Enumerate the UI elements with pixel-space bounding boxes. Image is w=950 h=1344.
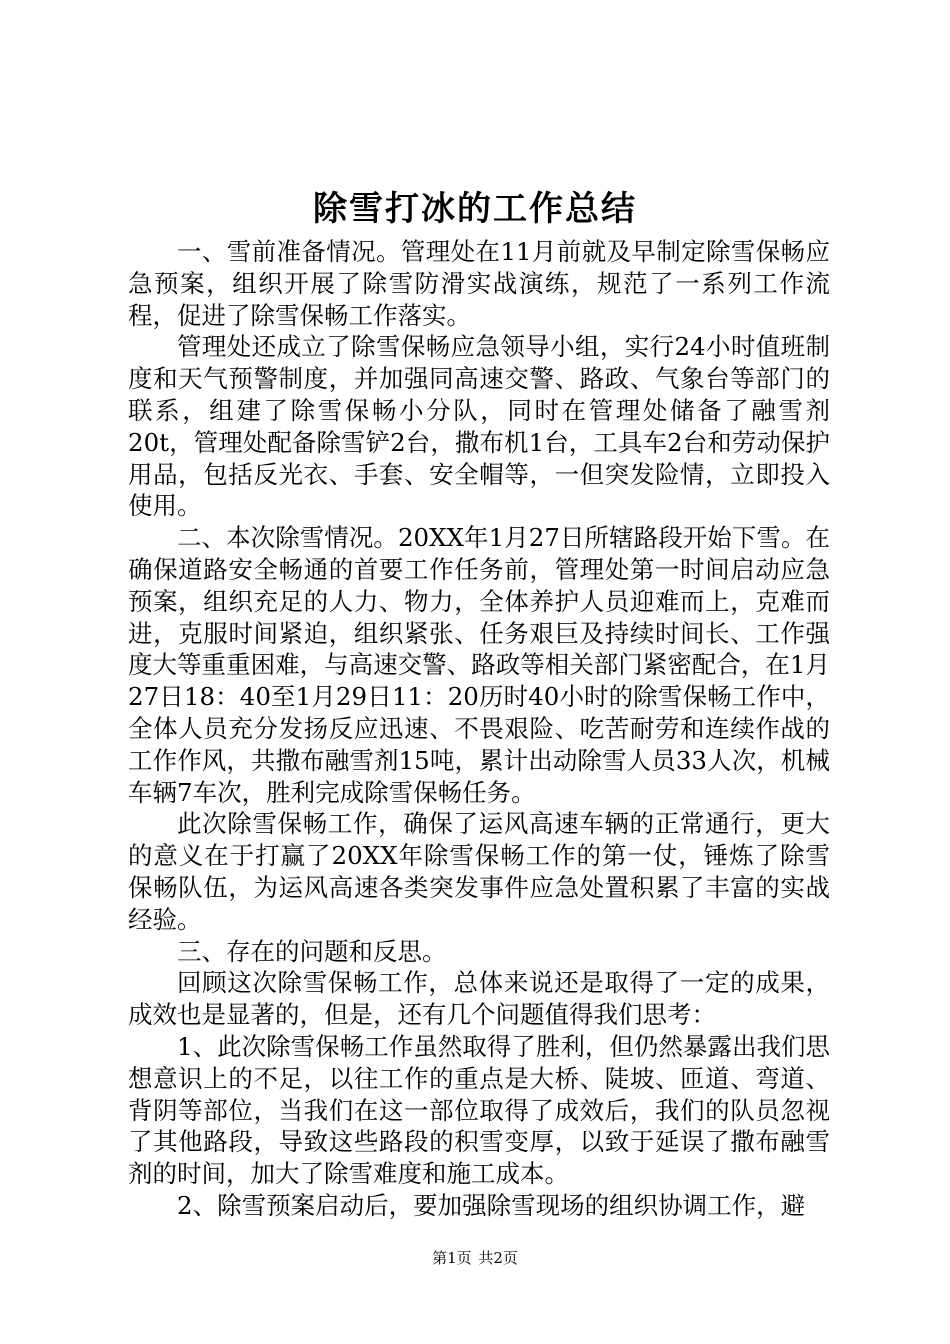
paragraph: 此次除雪保畅工作，确保了运风高速车辆的正常通行，更大的意义在于打赢了20XX年除雪保畅工作的第一仗，锤炼了除雪保畅队伍，为运风高速各类突发事件应急处置积累了丰富的实战经验。 [128,809,830,934]
paragraph: 1、此次除雪保畅工作虽然取得了胜利，但仍然暴露出我们思想意识上的不足，以往工作的重点是大桥、陡坡、匝道、弯道、背阴等部位，当我们在这一部位取得了成效后，我们的队员忽视了其他路段，导致这些路段的积雪变厚，以致于延误了撒布融雪剂的时间，加大了除雪难度和施工成本。 [128,1031,830,1189]
paragraph: 二、本次除雪情况。20XX年1月27日所辖路段开始下雪。在确保道路安全畅通的首要工作任务前，管理处第一时间启动应急预案，组织充足的人力、物力，全体养护人员迎难而上，克难而进，克服时间紧迫，组织紧张、任务艰巨及持续时间长、工作强度大等重重困难，与高速交警、路政等相关部门紧密配合，在1月27日18：40至1月29日11：20历时40小时的除雪保畅工作中，全体人员充分发扬反应迅速、不畏艰险、吃苦耐劳和连续作战的工作作风，共撒布融雪剂15吨，累计出动除雪人员33人次，机械车辆7车次，胜利完成除雪保畅任务。 [128,523,830,807]
paragraph: 三、存在的问题和反思。 [177,936,447,966]
paragraph: 回顾这次除雪保畅工作，总体来说还是取得了一定的成果，成效也是显著的，但是，还有几个问题值得我们思考： [128,968,830,1030]
document-title: 除雪打冰的工作总结 [313,189,637,229]
paragraph: 2、除雪预案启动后，要加强除雪现场的组织协调工作，避 [177,1190,806,1220]
page-footer: 第1页 共2页 [432,1249,518,1267]
paragraph: 一、雪前准备情况。管理处在11月前就及早制定除雪保畅应急预案，组织开展了除雪防滑实战演练，规范了一系列工作流程，促进了除雪保畅工作落实。 [128,237,830,330]
document-body [128,236,830,1222]
paragraph: 管理处还成立了除雪保畅应急领导小组，实行24小时值班制度和天气预警制度，并加强同高速交警、路政、气象台等部门的联系，组建了除雪保畅小分队，同时在管理处储备了融雪剂20t，管理处配备除雪铲2台，撒布机1台，工具车2台和劳动保护用品，包括反光衣、手套、安全帽等，一但突发险情，立即投入使用。 [128,332,830,521]
